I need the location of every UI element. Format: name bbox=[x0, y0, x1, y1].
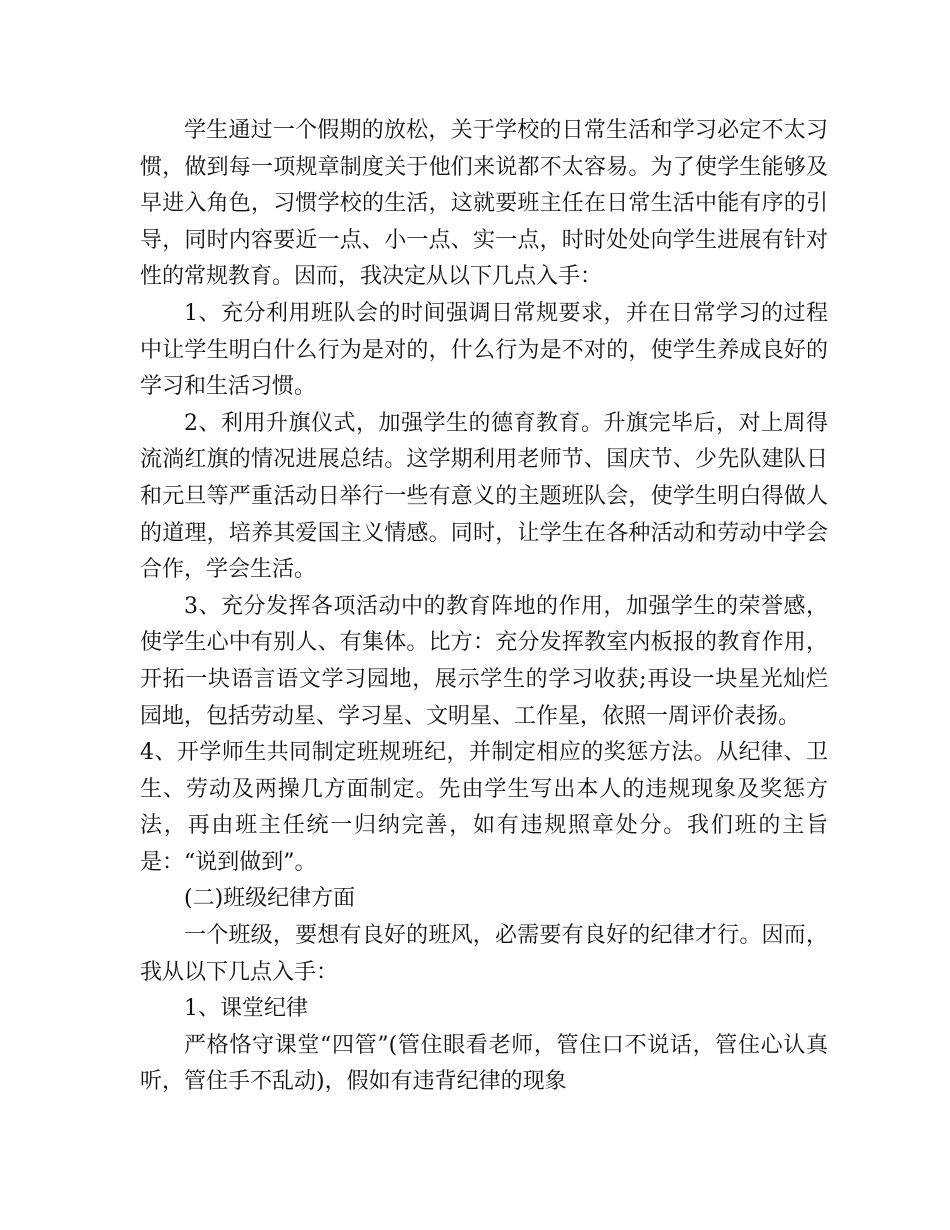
paragraph-intro: 学生通过一个假期的放松，关于学校的日常生活和学习必定不太习惯，做到每一项规章制度关于他们来说都不太容易。为了使学生能够及早进入角色，习惯学校的生活，这就要班主任在日常生活中能有序的引导，同时内容要近一点、小一点、实一点，时时处处向学生进展有针对性的常规教育。因而，我决定从以下几点入手： bbox=[140, 118, 828, 290]
paragraph-item-3: 3、充分发挥各项活动中的教育阵地的作用，加强学生的荣誉感，使学生心中有别人、有集体。比方：充分发挥教室内板报的教育作用，开拓一块语言语文学习园地，展示学生的学习收获;再设一块星光灿烂园地，包括劳动星、学习星、文明星、工作星，依照一周评价表扬。 bbox=[140, 593, 828, 729]
paragraph-discipline-intro: 一个班级，要想有良好的班风，必需要有良好的纪律才行。因而，我从以下几点入手： bbox=[140, 923, 828, 985]
paragraph-item-1: 1、充分利用班队会的时间强调日常规要求，并在日常学习的过程中让学生明白什么行为是对的，什么行为是不对的，使学生养成良好的学习和生活习惯。 bbox=[140, 300, 828, 400]
section-heading-class-discipline: (二)班级纪律方面 bbox=[184, 886, 356, 912]
paragraph-classroom-rules: 严格恪守课堂“四管”(管住眼看老师，管住口不说话，管住心认真听，管住手不乱动)，假如有违背纪律的现象 bbox=[140, 1032, 828, 1095]
paragraph-item-4: 4、开学师生共同制定班规班纪，并制定相应的奖惩方法。从纪律、卫生、劳动及两操几方面制定。先由学生写出本人的违规现象及奖惩方法，再由班主任统一归纳完善，如有违规照章处分。我们班的主旨是：“说到做到”。 bbox=[140, 740, 828, 875]
subheading-classroom-discipline: 1、课堂纪律 bbox=[184, 996, 308, 1022]
document-page bbox=[140, 113, 828, 1101]
paragraph-item-2: 2、利用升旗仪式，加强学生的德育教育。升旗完毕后，对上周得流淌红旗的情况进展总结。这学期利用老师节、国庆节、少先队建队日和元旦等严重活动日举行一些有意义的主题班队会，使学生明白得做人的道理，培养其爱国主义情感。同时，让学生在各种活动和劳动中学会合作，学会生活。 bbox=[140, 410, 828, 583]
